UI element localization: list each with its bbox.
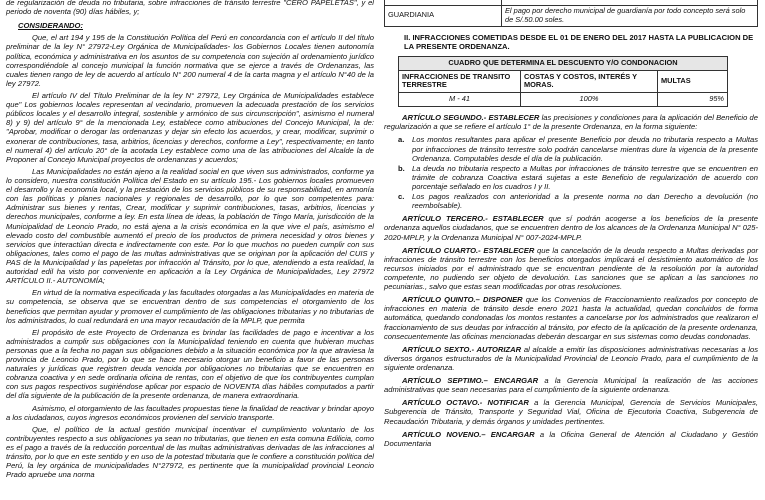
article-verb: - ESTABLECER xyxy=(483,113,540,123)
table-cell: M - 41 xyxy=(399,93,521,107)
article-heading: ARTÍCULO SEGUNDO. xyxy=(402,113,484,123)
article-text: al alcalde a emitir las disposiciones administrativas necesarias a los diversos órganos estructurados de la Municipalidad Provincial de Leoncio Prado, para el cumplimiento de la siguiente ordenanza. xyxy=(384,344,758,372)
article-heading: ARTÍCULO SEXTO. xyxy=(402,344,472,354)
article-3 xyxy=(384,214,758,241)
right-column xyxy=(384,0,758,452)
column-header: INFRACCIONES DE TRANSITO TERRESTRE xyxy=(399,70,521,93)
article-5 xyxy=(384,295,758,341)
article-verb: – DISPONER xyxy=(475,295,523,305)
list-item-text: La deuda no tributaria respecto a Multas por infracciones de tránsito terrestre que se encuentren en trámite de cobranza Coactiva estará sujetas a este Beneficio de regularización de acuerdo con porcentaje señalado en los cuadros I y II. xyxy=(412,163,758,191)
table-cell: 95% xyxy=(658,93,728,107)
article-heading: ARTÍCULO OCTAVO. xyxy=(402,398,480,408)
table-row xyxy=(385,6,758,27)
list-item xyxy=(398,192,758,210)
paragraph-3: Las Municipalidades no están ajeno a la realidad social en que viven sus administrados, conforme ya lo considero, nuestra constitución Política del Estado en su artículo 195.- Los gobiernos locales promueven el desarrollo y la economía local, y la prestación de los servicios públicos de su responsabilidad, en armonía con las políticas y planes nacionales y regionales de desarrollo, por lo que son competentes para: Administrar sus bienes y rentas, Crear, modificar y suprimir contribuciones, tasas, arbitrios, licencias y derechos municipales, conforme a ley. En esta línea de ideas, la población de Tingo María, jurisdicción de la Municipalidad de Leoncio Prado, no está ajena a la crisis económica en la que vive el país, asimismo el elevado costo del combustible aumentó el precio de los productos de primera necesidad y otros bienes y servicios que interactúan directa e indirectamente con este. Por lo que muchos no pueden cumplir con sus obligaciones, tales como el pago de las multas administrativas que se originan por la aplicación del CUIS y PAS de la Municipalidad y las papeletas por infracción al Tránsito, por lo que, atendiendo a esta realidad, la autoridad edil ha visto por conveniente en aplicación a la Ley Orgánica de Municipalidades, Ley 27972 ARTÍCULO II.- AUTONOMÍA; xyxy=(6,166,374,286)
table-header-row xyxy=(399,70,728,93)
article-verb: - AUTORIZAR xyxy=(471,344,522,354)
list-item-text: Los pagos realizados con anterioridad a la presente norma no dan Derecho a devolución (no reembolsable). xyxy=(412,192,758,211)
article-2 xyxy=(384,113,758,131)
discount-table-header: CUADRO QUE DETERMINA EL DESCUENTO Y/O CONDONACION xyxy=(399,56,728,70)
article-text: a la Gerencia Municipal la realización de las acciones administrativas que sean necesarias para el cumplimiento de la siguiente ordenanza. xyxy=(384,376,758,395)
article-heading: ARTÍCULO SEPTIMO. xyxy=(402,376,484,386)
paragraph-1: Que, el art 194 y 195 de la Constitución Política del Perú en concordancia con el artículo II del título preliminar de la ley N° 27972-Ley Orgánica de Municipalidades- los Gobiernos Locales tienen autonomía política, económica y administrativa en los asuntos de su competencia con sujeción al ordenamiento jurídico correspondiéndole al concejo municipal la función normativa que se ejerce a través de Ordenanzas, las cuales tienen rango de ley de acuerdo al artículo N° 200 numeral 4 de la carta magna y el artículo N°40 de la ley 27972. xyxy=(6,33,374,88)
article-text: las precisiones y condiciones para la aplicación del Beneficio de regularización a que se refiere el artículo 1° de la presente Ordenanza, en la forma siguiente: xyxy=(384,113,758,132)
list-item-text: Los montos resultantes para aplicar el presente Beneficio por deuda no tributaria respecto a Multas por infracciones de tránsito terrestre solo podrán cancelarse mientras dure la vigencia de la presente Ordenanza. Computables desde el día de la publicación. xyxy=(412,135,758,163)
paragraph-2: El artículo IV del Título Preliminar de la ley N° 27972, Ley Orgánica de Municipalidades establece que" Los gobiernos locales representan al vecindario, promueven la adecuada prestación de los servicios públicos locales y el desarrollo integral, sostenible y armónico de sus circunscripción", asimismo el numeral 8) y 9) del artículo 9° de la mencionada Ley, establece como atribuciones del Concejo Municipal, la de: "Aprobar, modificar o derogar las ordenanzas y dejar sin efecto los acuerdos, y crear, modificar, suprimir o exonerar de contribuciones, tasa, arbitrios, licencias y derechos, conforme a Ley", respectivamente; en tanto el numeral 4) del artículo 20° de la acotada Ley establece como una de las atribuciones del Alcalde la de Proponer al Concejo Municipal proyectos de ordenanzas y acuerdos; xyxy=(6,90,374,164)
article-6 xyxy=(384,345,758,372)
article-verb: - ESTABLECER xyxy=(478,245,535,255)
article-8 xyxy=(384,398,758,425)
column-header: COSTAS Y COSTOS, INTERÉS Y MORAS. xyxy=(521,70,658,93)
article-verb: - NOTIFICAR xyxy=(479,398,529,408)
article-text: a la Oficina General de Atención al Ciudadano y Gestión Documentaria xyxy=(384,429,758,448)
guardiania-label: GUARDIANIA xyxy=(385,6,502,27)
article-4 xyxy=(384,246,758,292)
article-text: que los Convenios de Fraccionamiento realizados por concepto de infracciones en materia de tránsito desde enero 2021 hasta la actualidad, quedan concluidos de forma automática, quedando condonadas los montos restantes a cancelarse por los administrados que realizaron el fraccionamiento de sus deudas por infracción al tránsito, por efecto de la aplicación de la presente ordenanza, consecuentemente las oficinas mencionadas deberán descargar en sus sistemas como deudas condonadas. xyxy=(384,295,758,341)
paragraph-6: Asimismo, el otorgamiento de las facultades propuestas tiene la finalidad de reactivar y brindar apoyo a los ciudadanos, cuyos ingresos económicos provienen del servicio transporte. xyxy=(6,403,374,422)
article-verb: - ESTABLECER xyxy=(485,214,544,224)
top-table xyxy=(384,0,758,27)
article-text: que sí podrán acogerse a los beneficios de la presente ordenanza aquellos ciudadanos, que se encuentren dentro de los alcances de la Ordenanza Municipal N° 025-2020-MPLP, y la Ordenanza Municipal N° 007-2024-MPLP. xyxy=(384,214,758,242)
article-text: a la Gerencia Municipal, Gerencia de Servicios Municipales, Subgerencia de Tránsito, Transporte y Seguridad Vial, Oficina de Ejecutoria Coactiva, Subgerencia de Recaudación Tributaria, y demás órganos y unidades pertinentes. xyxy=(384,398,758,426)
list-marker: a. xyxy=(398,135,405,145)
article-heading: ARTÍCULO QUINTO. xyxy=(402,295,476,305)
article-verb: – ENCARGAR xyxy=(483,376,539,386)
article-7 xyxy=(384,376,758,394)
list-item xyxy=(398,164,758,191)
table-row xyxy=(399,93,728,107)
top-text: de regularización de deuda no tributaria, sobre infracciones de tránsito terrestre "CERO PAPELETAS", y el periodo de noventa (90) días hábiles, y; xyxy=(6,0,374,17)
discount-table xyxy=(398,56,728,108)
paragraph-4: En virtud de la normativa especificada y las facultades otorgadas a las Municipalidades en materia de su competencia, se observa que se encuentran dentro de sus competencias el otorgamiento de los beneficios que permitan ayudar y promover el cumplimiento de las obligaciones tributarias y no tributarias de los administrados, lo cual redundará en una mayor recaudación de la MPLP, que permita xyxy=(6,288,374,325)
section-title: II. INFRACCIONES COMETIDAS DESDE EL 01 DE ENERO DEL 2017 HASTA LA PUBLICACION DE LA PRESENTE ORDENANZA. xyxy=(404,32,754,52)
list-marker: c. xyxy=(398,192,405,202)
article-heading: ARTÍCULO CUARTO. xyxy=(402,245,479,255)
article-2-list xyxy=(398,135,758,210)
list-item xyxy=(398,135,758,162)
article-text: que la cancelación de la deuda respecto a Multas derivadas por infracciones de tránsito terrestre con los beneficios otorgados implicará el desistimiento automático de los recursos iniciados por el administrado que se encuentran pendiente de la resolución por la autoridad competente, no pudiendo ser objeto de devolución. Las sanciones que se aplican a las sanciones no pecuniarias., salvo que estas sean modificadas por otras resoluciones. xyxy=(384,245,758,292)
paragraph-7: Que, el político de la actual gestión municipal incentivar el cumplimiento voluntario de los contribuyentes respecto a sus obligaciones ya sean no tributarias, que tienen en esta comuna Edilicia, como es el pago a través de la reducción porcentual de las multas administrativas derivadas de las infracciones al tránsito, por lo que en este sentido y en uso de la potestad tributaria que le confiere a constitución política del Perú, la ley orgánica de municipalidades N°27972, es pertinente que la municipalidad provincial Leoncio Prado apruebe una norma xyxy=(6,424,374,480)
article-9 xyxy=(384,430,758,448)
article-verb: – ENCARGAR xyxy=(481,429,535,439)
list-marker: b. xyxy=(398,163,405,173)
guardiania-value: El pago por derecho municipal de guardianía por todo concepto será solo de S/.50.00 soles. xyxy=(502,6,758,27)
left-column xyxy=(6,0,374,482)
paragraph-5: El propósito de este Proyecto de Ordenanza es brindar las facilidades de pago e incentivar a los administrados a cumplir sus obligaciones con la Municipalidad teniendo en cuenta que hubieran muchas personas que a la fecha no pagan sus obligaciones debido a la situación económica por la que atraviesa la provincia de Leoncio Prado, por lo que se hace necesario otorgar un beneficio a favor de las personas naturales y jurídicas que registren deuda vencida por obligaciones no tributarias que se encuentren en cobranza coactiva y en sede ordinaria oficina de rentas, con el objetivo de que los contribuyentes cumplan con sus pagos respectivos sugiriéndose aplicar por espacio de NOVENTA días hábiles computados a partir del día siguiente de la publicación de la presente ordenanza, de manera extraordinaria. xyxy=(6,327,374,401)
table-cell: 100% xyxy=(521,93,658,107)
column-header: MULTAS xyxy=(658,70,728,93)
article-heading: ARTÍCULO TERCERO. xyxy=(402,214,486,224)
article-heading: ARTÍCULO NOVENO. xyxy=(402,429,482,439)
considerando-title: CONSIDERANDO: xyxy=(18,21,83,31)
